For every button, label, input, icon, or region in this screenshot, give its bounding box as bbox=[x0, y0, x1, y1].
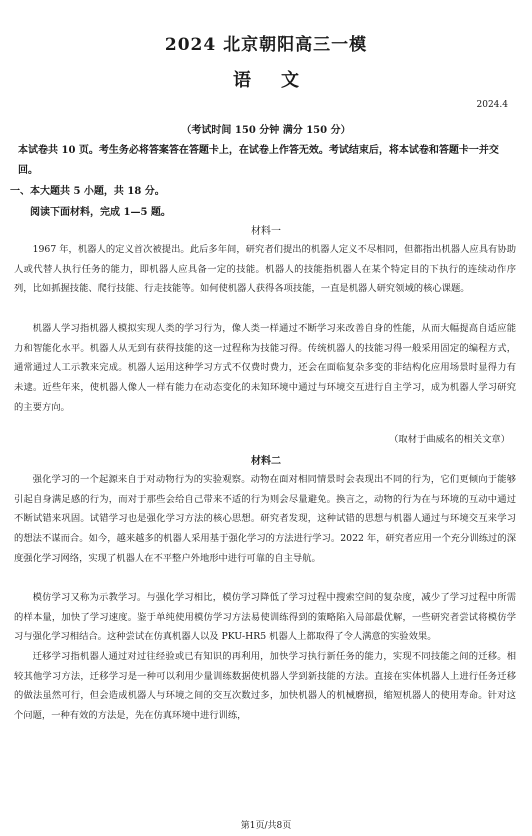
exam-time-info: （考试时间 150 分钟 满分 150 分） bbox=[181, 125, 351, 136]
material2-paragraph: 模仿学习又称为示教学习。与强化学习相比，模仿学习降低了学习过程中搜索空间的复杂度，减少了学习过程中所需的样本量，加快了学习速度。鉴于单纯使用模仿学习方法易使训练得到的策略陷入局部最优解，一些研究者尝试将模仿学习与强化学习相结合。这种尝试在仿真机器人以及 PKU-HR5 机器人上都取得了令人满意的实验效果。 bbox=[14, 592, 516, 643]
exam-title: 2024 北京朝阳高三一模 bbox=[164, 35, 368, 55]
section-heading: 一、本大题共 5 小题，共 18 分。 bbox=[10, 186, 165, 197]
section-instruction: 阅读下面材料，完成 1—5 题。 bbox=[30, 207, 171, 218]
exam-date: 2024.4 bbox=[476, 100, 508, 110]
material2-paragraph: 迁移学习指机器人通过对过往经验或已有知识的再利用，加快学习执行新任务的能力，实现不同技能之间的迁移。相较其他学习方法，迁移学习是一种可以利用少量训练数据使机器人学到新技能的方法。直接在实体机器人上进行任务迁移的做法虽然可行，但会造成机器人与环境之间的交互次数过多，加快机器人的机械磨损，缩短机器人的使用寿命。针对这个问题，一种有效的方法是，先在仿真环境中进行训练， bbox=[14, 651, 516, 722]
material1-title: 材料一 bbox=[251, 226, 281, 237]
material1-paragraph: 1967 年，机器人的定义首次被提出。此后多年间，研究者们提出的机器人定义不尽相同，但都指出机器人应具有协助人或代替人执行任务的能力，即机器人应具备一定的技能。机器人的技能指机器人在某个特定目的下执行的连续动作序列，比如抓握技能、爬行技能、行走技能等。如何使机器人获得各项技能，一直是机器人研究领域的核心课题。 bbox=[14, 244, 516, 295]
material2-title: 材料二 bbox=[251, 456, 281, 467]
exam-notice: 本试卷共 10 页。考生务必将答案答在答题卡上，在试卷上作答无效。考试结束后，将本试卷和答题卡一并交回。 bbox=[18, 145, 499, 176]
material2-paragraph: 强化学习的一个起源来自于对动物行为的实验观察。动物在面对相同情景时会表现出不同的行为，它们更倾向于能够引起自身满足感的行为，而对于那些会给自己带来不适的行为则会尽量避免。换言之，动物的行为在与环境的互动中通过不断试错来巩固。试错学习也是强化学习方法的核心思想。研究者发现，这种试错的思想与机器人通过与环境交互来学习的想法不谋而合。如今，越来越多的机器人采用基于强化学习的方法进行学习。2022 年，研究者应用一个充分训练过的深度强化学习网络，实现了机器人在不平整户外地形中进行可靠的自主导航。 bbox=[14, 474, 516, 564]
material1-source: （取材于曲威名的相关文章） bbox=[389, 434, 510, 445]
page-number: 第1页/共8页 bbox=[240, 821, 292, 831]
material1-paragraph: 机器人学习指机器人模拟实现人类的学习行为，像人类一样通过不断学习来改善自身的性能，从而大幅提高自适应能力和智能化水平。机器人从无到有获得技能的这一过程称为技能习得。传统机器人的技能习得一般采用固定的编程方式，通常通过人工示教来完成。机器人运用这种学习方式不仅费时费力，还会在面临复杂多变的非结构化应用场景时显得力有未逮。近些年来，使机器人像人一样有能力在动态变化的未知环境中通过与环境交互进行自主学习，成为机器人学习研究的主要方向。 bbox=[14, 323, 516, 413]
subject-title: 语文 bbox=[233, 70, 329, 91]
